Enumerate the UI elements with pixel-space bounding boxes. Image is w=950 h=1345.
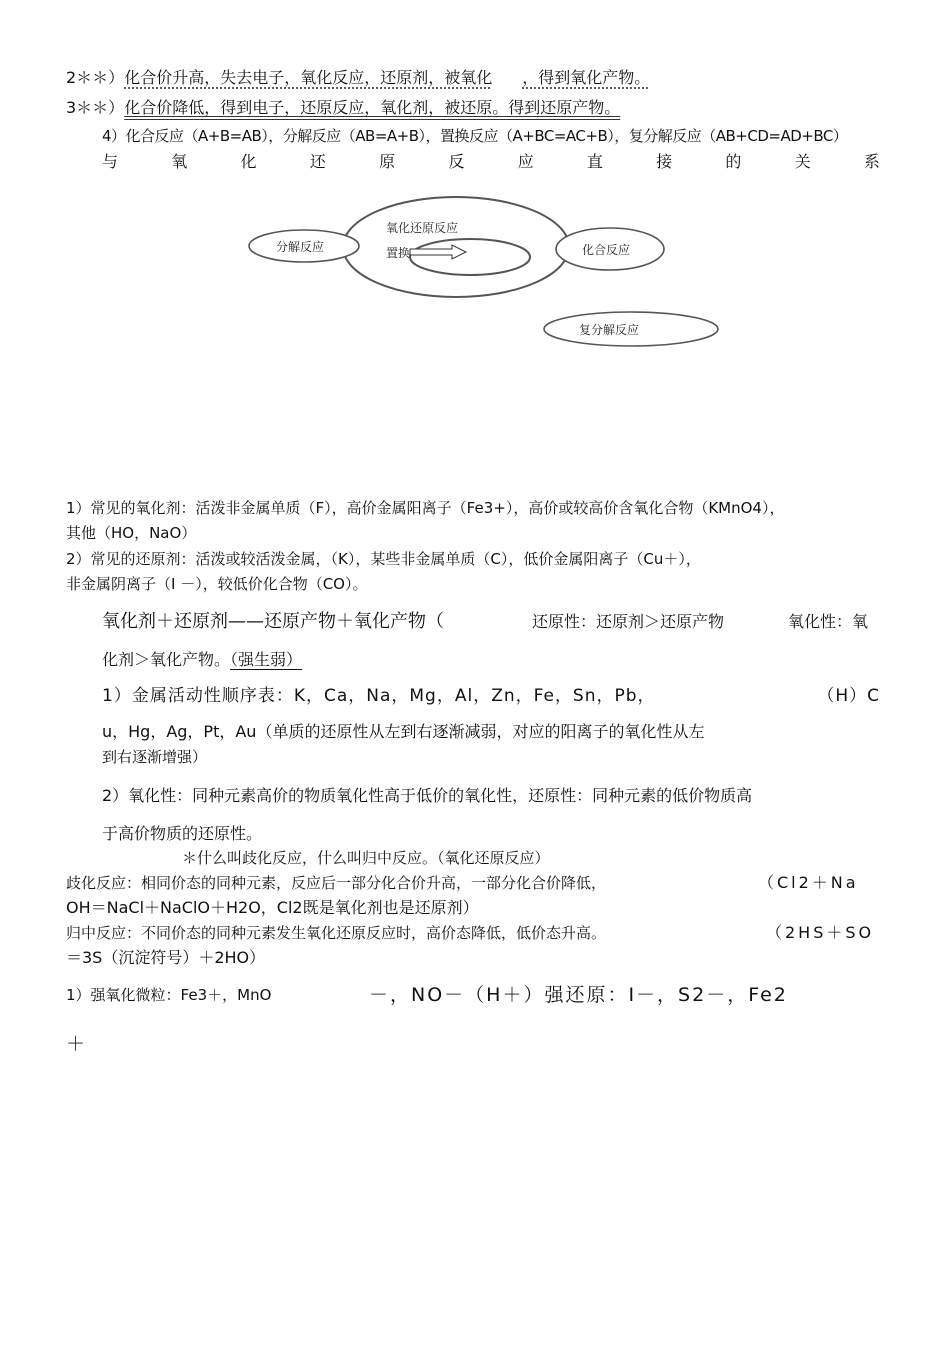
heading-char: 关 [794,152,811,171]
heading-char: 系 [863,152,880,171]
rule-oxidizability: 氧化性：氧 [788,612,869,631]
oxidation-line-2: 于高价物质的还原性。 [102,824,263,843]
comproportion-equation-start: （2HS＋SO [766,923,875,942]
line-reaction-types: 4）化合反应（A+B=AB），分解反应（AB=A+B），置换反应（A+BC=AC+B），复分解反应（AB+CD=AD+BC） [102,127,848,145]
redox-label: 氧化还原反应 [386,221,459,235]
heading-char: 反 [448,152,465,171]
line-prefix: 3＊＊） [66,98,125,117]
comproportion-line-2: ＝3S（沉淀符号）＋2HO） [66,948,266,967]
rule-reducibility: 还原性：还原剂＞还原产物 [532,612,725,631]
oxidation-summary-tail: ，得到氧化产物。 [522,68,651,87]
heading-char: 还 [309,152,326,171]
line-prefix: 2＊＊） [66,68,125,87]
heading-char: 与 [102,152,119,171]
heading-char: 的 [725,152,742,171]
heading-char: 原 [379,152,396,171]
disproportion-line-2: OH＝NaCl＋NaClO＋H2O，Cl2既是氧化剂也是还原剂） [66,898,479,917]
strong-oxidizers: 1）强氧化微粒：Fe3＋，MnO [66,986,272,1004]
decomposition-label: 分解反应 [276,240,325,254]
activity-line-1 [102,686,880,706]
displacement-ellipse [410,239,530,275]
reducer-line-2: 非金属阴离子（I －），较低价化合物（CO）。 [66,575,368,593]
disproportion-definition: 歧化反应：相同价态的同种元素，反应后一部分化合价升高，一部分化合价降低， [66,874,607,892]
activity-line-3: 到右逐渐增强） [102,748,208,766]
displacement-label: 置换 [386,246,411,260]
rule-line-2 [102,650,316,670]
oxidation-summary-text: 化合价升高，失去电子，氧化反应，还原剂，被氧化 [124,68,493,87]
heading-char: 接 [656,152,673,171]
reaction-relationship-diagram [0,0,950,360]
oxidizer-line-1: 1）常见的氧化剂：活泼非金属单质（F），高价金属阳离子（Fe3+），高价或较高价含氧化合物（KMnO4）， [66,499,785,517]
strong-species-line-2: ＋ [66,1033,86,1055]
comproportion-line-1 [66,923,880,943]
strong-makes-weak: （强生弱） [230,650,303,669]
double-decomposition-label: 复分解反应 [579,323,640,337]
disproportion-equation-start: （Cl2＋Na [758,873,859,892]
reduction-summary-text: 化合价降低，得到电子，还原反应，氧化剂，被还原。得到还原产物。 [124,98,621,117]
rule-conclusion: 化剂＞氧化产物。 [102,650,231,669]
heading-char: 氧 [171,152,188,171]
comproportion-definition: 归中反应：不同价态的同种元素发生氧化还原反应时，高价态降低，低价态升高。 [66,924,607,942]
rule-equation: 氧化剂＋还原剂——还原产物＋氧化产物（ [102,611,444,632]
heading-char: 化 [240,152,257,171]
activity-line-2: u，Hg，Ag，Pt，Au（单质的还原性从左到右逐渐减弱，对应的阳离子的氧化性从左 [102,722,705,741]
combination-label: 化合反应 [582,243,631,257]
oxidizer-line-2: 其他（HO，NaO） [66,524,197,542]
activity-series-text: 1）金属活动性顺序表：K，Ca，Na，Mg，Al，Zn，Fe，Sn，Pb， [102,686,656,706]
rule-line-1 [102,610,880,634]
strong-species-line-1 [66,985,880,1005]
activity-series-tail: （H）C [817,686,880,706]
heading-char: 直 [586,152,603,171]
strong-reducers: －，NO－（H＋）强还原：I－，S2－，Fe2 [369,984,788,1006]
oxidation-line-1: 2）氧化性：同种元素高价的物质氧化性高于低价的氧化性，还原性：同种元素的低价物质高 [102,786,753,805]
heading-char: 应 [517,152,534,171]
reducer-line-1: 2）常见的还原剂：活泼或较活泼金属，（K），某些非金属单质（C），低价金属阳离子（Cu＋）， [66,550,701,568]
disproportion-question: ＊什么叫歧化反应，什么叫归中反应。（氧化还原反应） [182,849,550,867]
disproportion-line-1 [66,873,880,893]
